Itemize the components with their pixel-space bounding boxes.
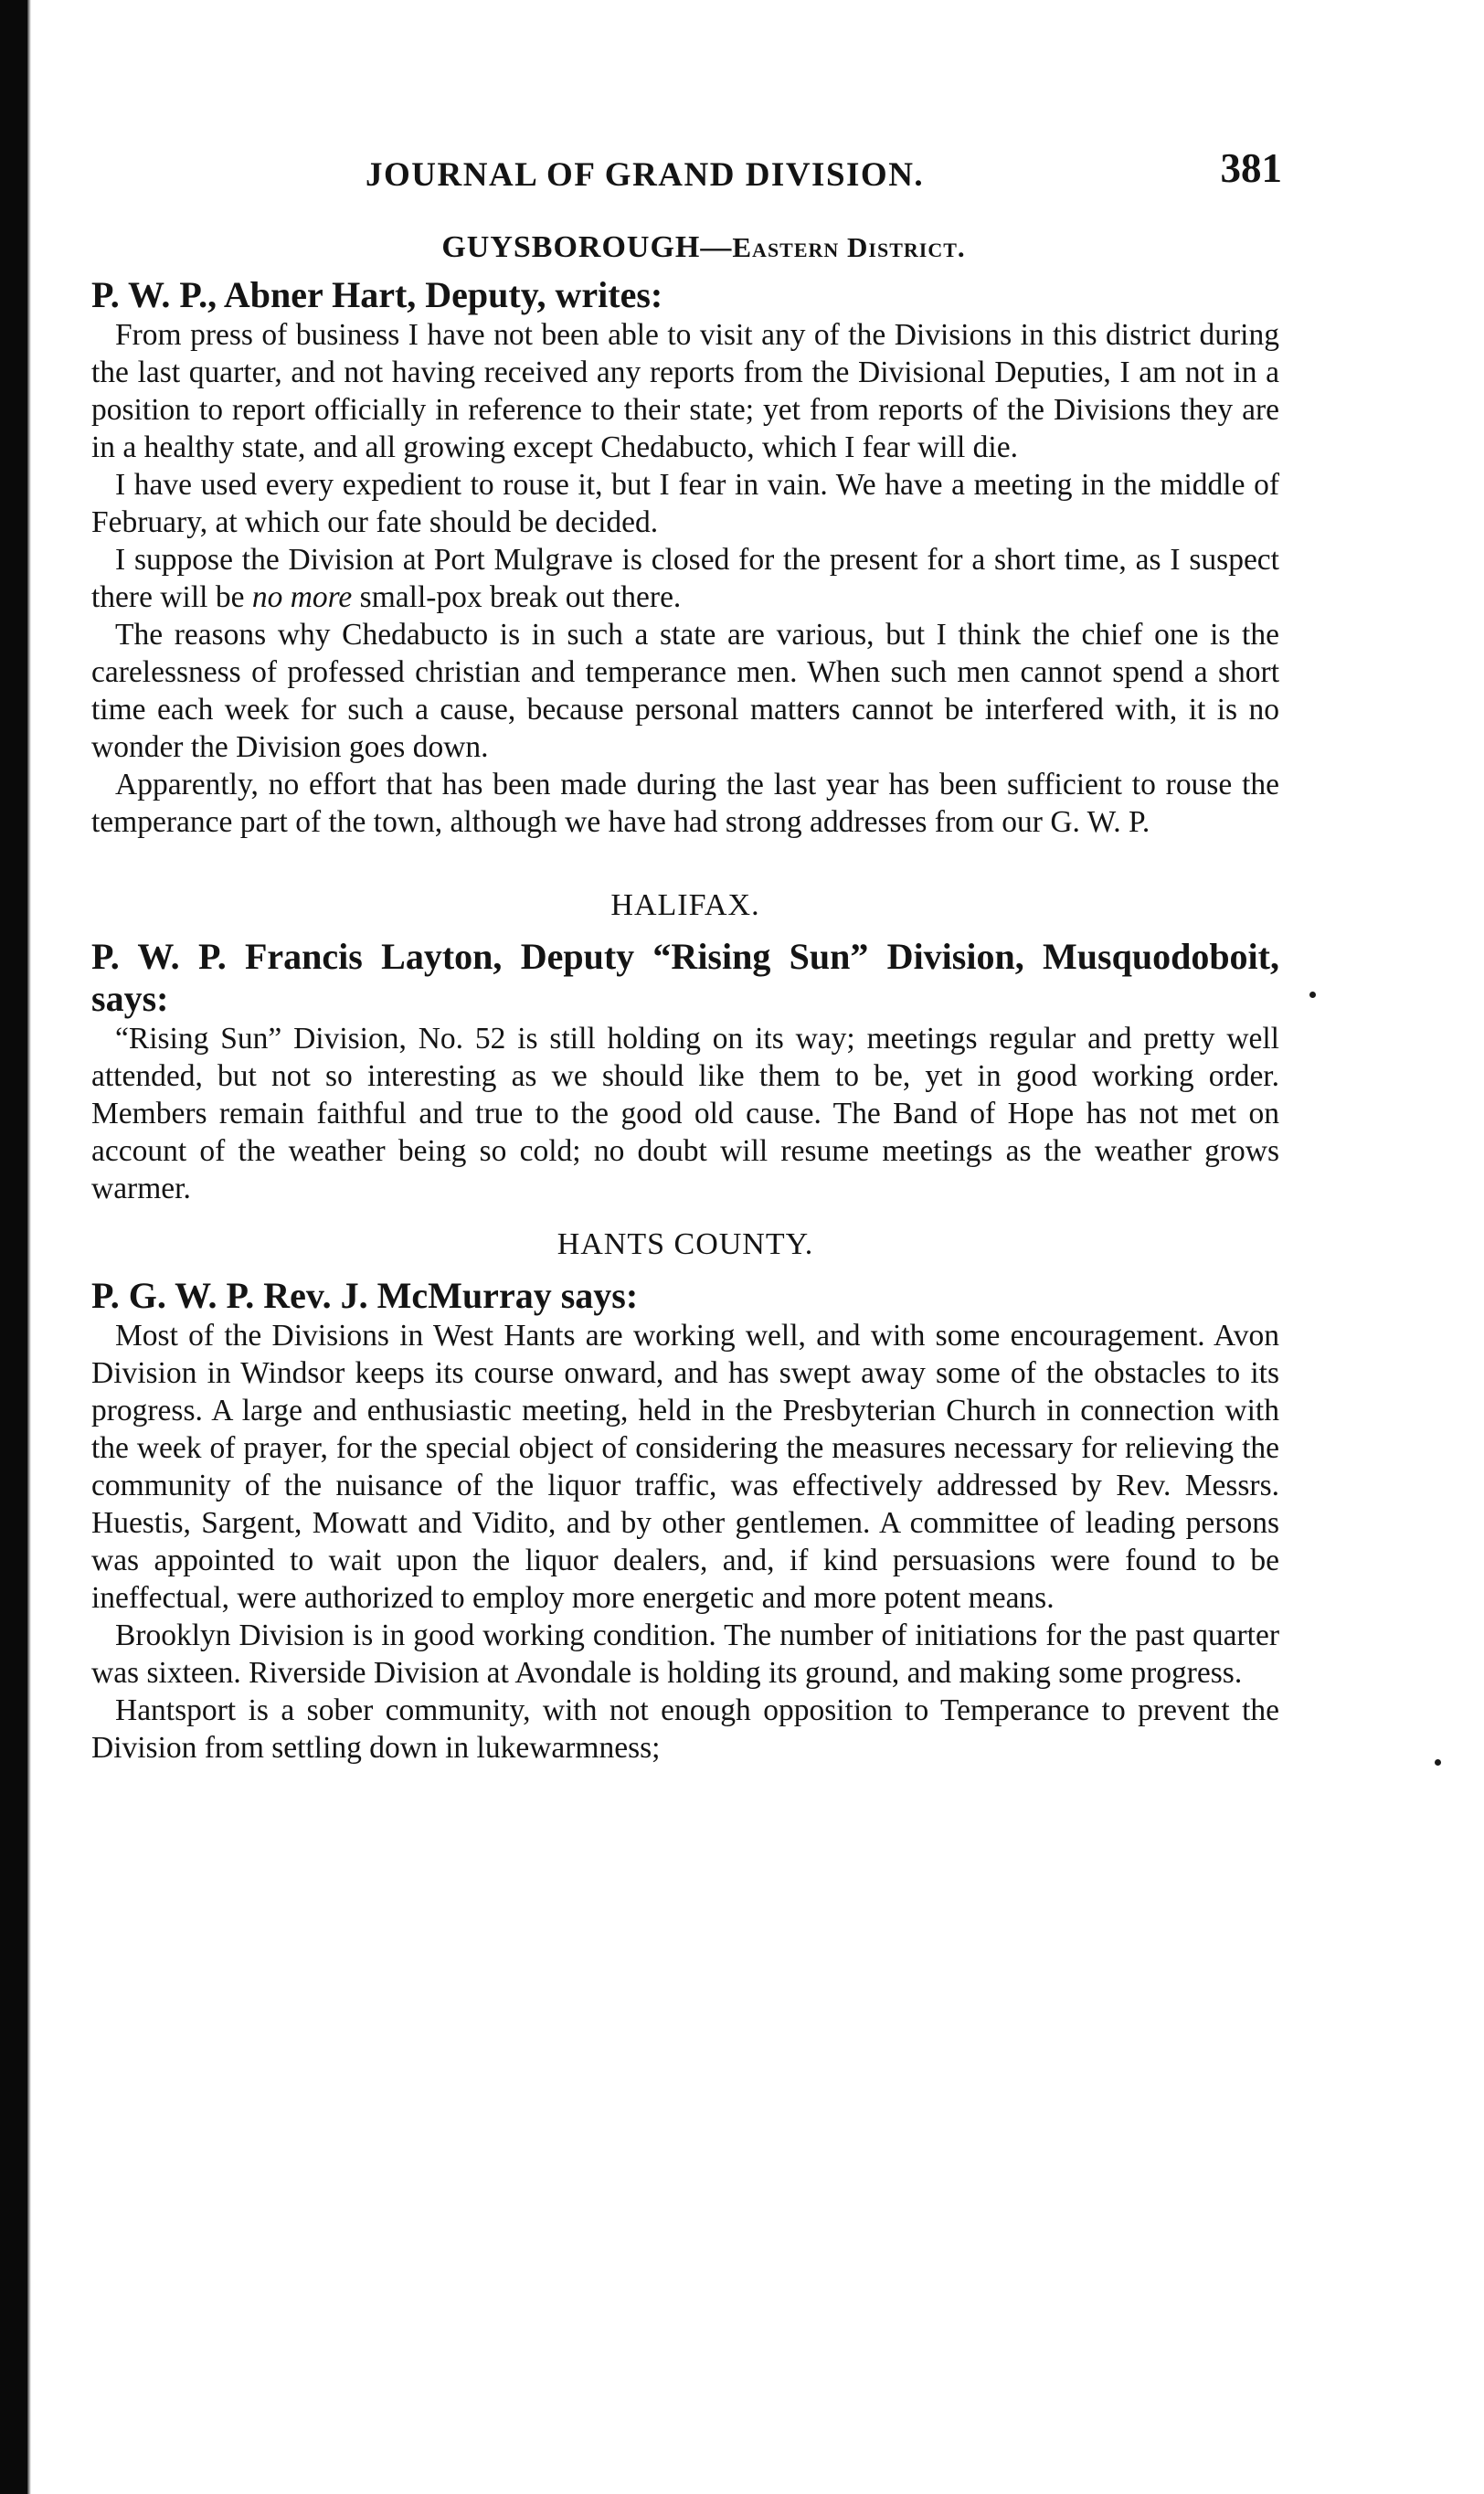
spine-edge (27, 0, 31, 2494)
paragraph: “Rising Sun” Division, No. 52 is still holding on its way; meetings regular and pretty well attended, but not so interesting as we should like them to be, yet in good working order. Members remain faithful and true to the good old cause. The Band of Hope has not met on account of the weather being so cold; no doubt will resume meetings as the weather grows warmer. (91, 1022, 1279, 1205)
paragraph: The reasons why Chedabucto is in such a state are various, but I think the chief one is the carelessness of professed christian and temperance men. When such men cannot spend a short time each week for such a cause, because personal matters cannot be interfered with, it is no wonder the Division goes down. (91, 618, 1279, 764)
writer-line: P. G. W. P. Rev. J. McMurray says: (91, 1275, 639, 1316)
section-heading-guysborough (128, 230, 1279, 265)
paragraph: Hantsport is a sober community, with not enough opposition to Temperance to prevent the Division from settling down in lukewarmness; (91, 1693, 1279, 1765)
paragraph: I have used every expedient to rouse it, but I fear in vain. We have a meeting in the middle of February, at which our fate should be decided. (91, 468, 1279, 539)
section-heading-district: Eastern District. (732, 231, 966, 263)
paragraph: Apparently, no effort that has been made during the last year has been sufficient to rouse the temperance part of the town, although we have had strong addresses from our G. W. P. (91, 768, 1279, 839)
section-heading-halifax: HALIFAX. (610, 888, 760, 922)
running-head (91, 145, 1282, 210)
page (91, 145, 1282, 1767)
writer-line: P. W. P., Abner Hart, Deputy, writes: (91, 274, 663, 315)
writer-line: P. W. P. Francis Layton, Deputy “Rising Sun” Division, Musquodoboit, says: (91, 936, 1279, 1019)
section-heading-hants-county: HANTS COUNTY. (556, 1227, 814, 1261)
paragraph-text: small-pox break out there. (359, 580, 682, 614)
running-title: JOURNAL OF GRAND DIVISION. (366, 156, 925, 194)
emphasis-text: no more (251, 580, 353, 614)
paragraph: Brooklyn Division is in good working condition. The number of initiations for the past quarter was sixteen. Riverside Division at Avondale is holding its ground, and making some progress. (91, 1618, 1279, 1690)
paragraph: From press of business I have not been able to visit any of the Divisions in this district during the last quarter, and not having received any reports from the Divisional Deputies, I am not in a position to report officially in reference to their state; yet from reports of the Divisions they are in a healthy state, and all growing except Chedabucto, which I fear will die. (91, 318, 1279, 464)
paragraph: Most of the Divisions in West Hants are working well, and with some encouragement. Avon Division in Windsor keeps its course onward, and has swept away some of the obstacles to its progress. A large and enthusiastic meeting, held in the Presbyterian Church in connection with the week of prayer, for the special object of considering the measures necessary for relieving the community of the nuisance of the liquor traffic, was effectively addressed by Rev. Messrs. Huestis, Sargent, Mowatt and Vidito, and by other gentlemen. A committee of leading persons was appointed to wait upon the liquor dealers, and, if kind persuasions were found to be ineffectual, were authorized to employ more energetic and more potent means. (91, 1319, 1279, 1615)
section-heading-main: GUYSBOROUGH— (441, 230, 733, 264)
page-number: 381 (1220, 145, 1282, 191)
book-spine-shadow (0, 0, 27, 2494)
paragraph-text: I suppose the Division at Port Mulgrave is closed for the present for a short time, as I suspect there will be (91, 543, 1279, 614)
paragraph (91, 541, 1279, 616)
ink-speck (1435, 1759, 1441, 1766)
ink-speck (1309, 992, 1316, 998)
